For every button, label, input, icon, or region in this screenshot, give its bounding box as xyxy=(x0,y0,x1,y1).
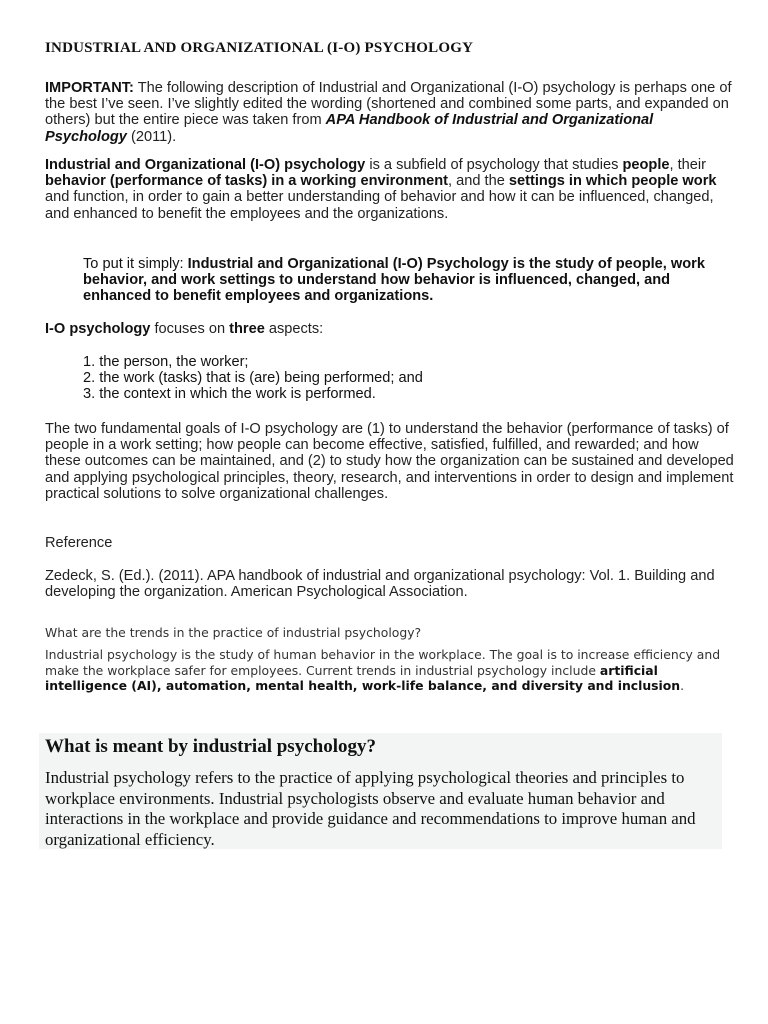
definition-text: , and the xyxy=(448,173,509,190)
definition-text: is a subfield of psychology that studies xyxy=(365,157,623,173)
trends-answer xyxy=(45,647,735,694)
focus-three: three xyxy=(229,321,265,337)
goals-paragraph: The two fundamental goals of I-O psychology are (1) to understand the behavior (performance of tasks) of people in a work setting; how people can become effective, satisfied, fulfilled, and rewarded; and how these outcomes can be maintained, and (2) to study how the organization can be sustained and developed and applying psychological principles, theory, research, and interventions in order to design and implement practical solutions to solve organizational challenges. xyxy=(45,421,734,502)
definition-behavior: behavior (performance of tasks) in a working environment xyxy=(45,173,449,190)
definition-settings: settings in which people work xyxy=(508,173,717,190)
source-title: APA Handbook of Industrial and Organizational Psychology xyxy=(45,112,654,145)
simple-text: Industrial and Organizational (I-O) Psychology is the study of people, work behavior, and work settings to understand how behavior is influenced, changed, and enhanced to benefit employees and organizations. xyxy=(83,256,705,305)
trends-end: . xyxy=(680,678,685,693)
trends-question: What are the trends in the practice of industrial psychology? xyxy=(45,625,422,640)
reference-citation: Zedeck, S. (Ed.). (2011). APA handbook of industrial and organizational psychology: Vol. 1. Building and developing the organization. American Psychological Association. xyxy=(45,568,715,601)
intro-paragraph xyxy=(45,80,735,145)
focus-text: focuses on xyxy=(150,321,230,337)
definition-people: people xyxy=(622,157,670,173)
definition-text: and function, in order to gain a better understanding of behavior and how it can be influenced, changed, and enhanced to benefit the employees and the organizations. xyxy=(45,189,714,222)
reference-heading: Reference xyxy=(45,535,113,551)
definition-paragraph xyxy=(45,157,735,222)
focus-text: aspects: xyxy=(264,321,324,337)
important-label: IMPORTANT: xyxy=(45,80,134,96)
trends-highlight: artificial intelligence (AI), automation, mental health, work-life balance, and diversity and inclusion xyxy=(45,662,681,693)
focus-term: I-O psychology xyxy=(45,321,151,337)
intro-year: (2011). xyxy=(126,128,177,145)
list-item: 2. the work (tasks) that is (are) being performed; and xyxy=(83,370,423,387)
aspects-list xyxy=(83,354,733,403)
simple-definition xyxy=(83,256,733,305)
definition-text: , their xyxy=(669,157,706,173)
trends-text: Industrial psychology is the study of human behavior in the workplace. The goal is to increase efficiency and make the workplace safer for employees. Current trends in industrial psychology include xyxy=(45,647,721,678)
page-title: INDUSTRIAL AND ORGANIZATIONAL (I-O) PSYCHOLOGY xyxy=(45,40,474,56)
intro-text: The following description of Industrial and Organizational (I-O) psychology is perhaps one of the best I’ve seen. I’ve slightly edited the wording (shortened and combined some parts, and expanded on others) but the entire piece was taken from xyxy=(45,80,732,129)
definition-term: Industrial and Organizational (I-O) psychology xyxy=(45,157,366,173)
meaning-answer: Industrial psychology refers to the practice of applying psychological theories and principles to workplace environments. Industrial psychologists observe and evaluate human behavior and interactions in the workplace and provide guidance and recommendations to improve human and organizational efficiency. xyxy=(45,768,696,849)
simple-lead: To put it simply: xyxy=(83,256,188,272)
focus-paragraph xyxy=(45,321,735,337)
list-item: 3. the context in which the work is performed. xyxy=(83,386,376,403)
list-item: 1. the person, the worker; xyxy=(83,354,249,370)
meaning-question: What is meant by industrial psychology? xyxy=(45,736,376,757)
